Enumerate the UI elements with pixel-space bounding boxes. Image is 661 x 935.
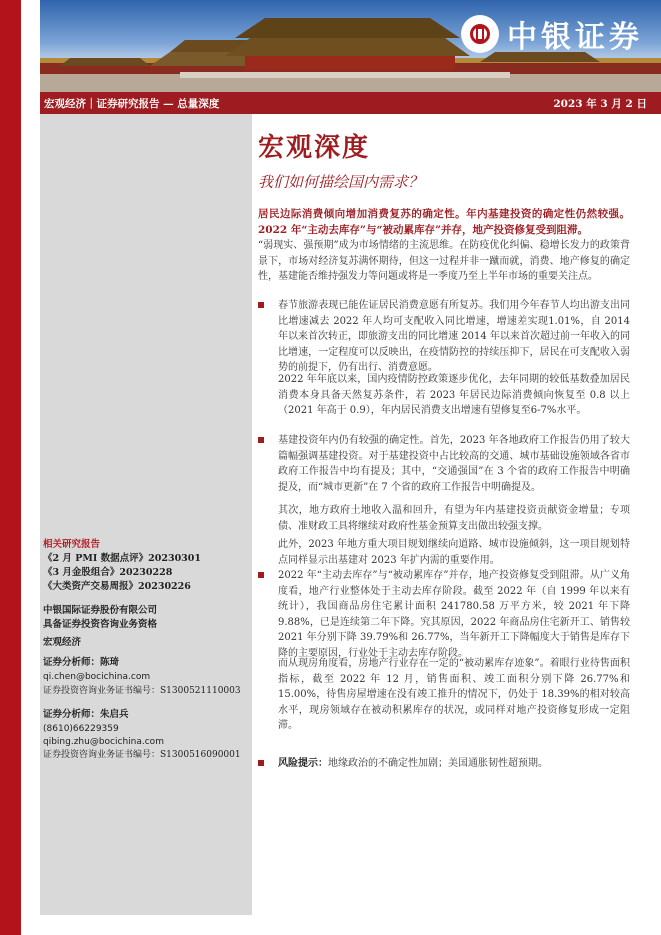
risk-paragraph xyxy=(278,756,630,772)
report-field: 宏观经济 xyxy=(43,637,82,648)
page-title: 宏观深度 xyxy=(258,133,371,163)
page-subtitle: 我们如何描绘国内需求？ xyxy=(258,173,424,191)
section-paragraph: 而从现房角度看，房地产行业存在一定的“被动累库存迹象”。着眼行业待售面积指标，截至 2022 年 12 月，销售面积、竣工面积分别下降 26.77%和 15.00%，待售房屋增速在没有竣工推升的情况下，仍处于 18.39%的相对较高水平，现房领域存在被动积累库存的状况，或同样对地产投资修复形成一定阻滞。 xyxy=(278,658,630,731)
related-reports-title: 相关研究报告 xyxy=(43,539,101,550)
bullet-marker xyxy=(258,302,264,308)
risk-label: 风险提示： xyxy=(278,758,328,769)
left-brand-stripe xyxy=(0,0,21,935)
bullet-marker xyxy=(258,760,264,766)
analyst-name: 证券分析师：朱启兵 xyxy=(43,709,129,720)
report-date: 2023 年 3 月 2 日 xyxy=(553,97,647,110)
intro-paragraph: “弱现实、强预期”成为市场情绪的主流思维。在防疫优化纠偏、稳增长发力的政策背景下，市场对经济复苏满怀期待，但这一过程并非一蹴而就，消费、地产修复的确定性，基建能否维持强发力等问题或将是一季度乃至上半年市场的重要关注点。 xyxy=(258,240,630,282)
related-report-link[interactable]: 《2 月 PMI 数据点评》20230301 xyxy=(43,553,202,564)
bullet-marker xyxy=(258,437,264,443)
risk-text: 地缘政治的不确定性加剧；美国通胀韧性超预期。 xyxy=(328,758,548,769)
analyst-email[interactable]: qibing.zhu@bocichina.com xyxy=(43,737,164,747)
section-paragraph: 其次，地方政府土地收入温和回升，有望为年内基建投资贡献资金增量；专项债、准财政工具将继续对政府性基金预算支出做出较强支撑。 xyxy=(278,505,630,532)
bank-of-china-icon xyxy=(461,15,499,53)
section-paragraph: 此外，2023 年地方重大项目规划继续向道路、城市设施倾斜，这一项目规划特点同样显示出基建对 2023 年扩内需的重要作用。 xyxy=(278,539,630,566)
brand-name: 中银证券 xyxy=(507,20,643,55)
report-category: 宏观经济｜证券研究报告 — 总量深度 xyxy=(44,97,220,110)
analyst-phone: (8610)66229359 xyxy=(43,724,119,734)
bullet-marker xyxy=(258,572,264,578)
analyst-name: 证券分析师：陈琦 xyxy=(43,657,120,668)
analyst-cert: 证券投资咨询业务证书编号：S1300521110003 xyxy=(43,686,241,696)
lead-summary: 居民边际消费倾向增加消费复苏的确定性。年内基建投资的确定性仍然较强。2022 年“主动去库存”与“被动累库存”并存，地产投资修复受到阻滞。 xyxy=(258,208,630,236)
brand-logo xyxy=(461,12,643,56)
section-paragraph: 春节旅游表现已能佐证居民消费意愿有所复苏。我们用今年春节人均出游支出同比增速减去 2022 年人均可支配收入同比增速，增速差实现1.01%，自 2014 年以来首次转正，即旅游支出的同比增速 2014 年以来首次超过前一年收入的同比增速，一定程度可以反映出，在疫情防控的持续压抑下，居民在可支配收入弱势的前提下，仍有出行、消费意愿。 xyxy=(278,300,630,373)
section-paragraph: 2022 年“主动去库存”与“被动累库存”并存，地产投资修复受到阻滞。从广义角度看，地产行业整体处于主动去库存阶段。截至 2022 年（自 1999 年以来有统计），我国商品房住宅累计面积 241780.58 万平方米，较 2021 年下降 9.88%，已是连续第二年下降。究其原因，2022 年商品房住宅新开工、销售较 2021 年分别下降 39.79%和 26.77%，当年新开工下降幅度大于销售是库存下降的主要原因，行业处于主动去库存阶段。 xyxy=(278,570,630,659)
analyst-email[interactable]: qi.chen@bocichina.com xyxy=(43,672,151,682)
header-banner xyxy=(40,0,661,92)
related-report-link[interactable]: 《3 月金股组合》20230228 xyxy=(43,567,173,578)
analyst-cert: 证券投资咨询业务证书编号：S1300516090001 xyxy=(43,750,241,760)
sidebar-panel xyxy=(40,114,252,915)
company-name: 中银国际证券股份有限公司 xyxy=(43,605,158,616)
report-category-bar xyxy=(40,92,661,114)
section-paragraph: 2022 年年底以来，国内疫情防控政策逐步优化，去年同期的较低基数叠加居民消费本身具备天然复苏条件，若 2023 年居民边际消费倾向恢复至 0.8 以上（2021 年高于 0.9），年内居民消费支出增速有望修复至6-7%水平。 xyxy=(278,374,630,416)
related-report-link[interactable]: 《大类资产交易周报》20230226 xyxy=(43,581,191,592)
section-paragraph: 基建投资年内仍有较强的确定性。首先，2023 年各地政府工作报告仍用了较大篇幅强调基建投资。对于基建投资中占比较高的交通、城市基础设施领域各省市政府工作报告中均有提及；其中，“交通强国”在 3 个省的政府工作报告中明确提及，而“城市更新”在 7 个省的政府工作报告中明确提及。 xyxy=(278,435,630,493)
company-qualification: 具备证券投资咨询业务资格 xyxy=(43,619,158,630)
